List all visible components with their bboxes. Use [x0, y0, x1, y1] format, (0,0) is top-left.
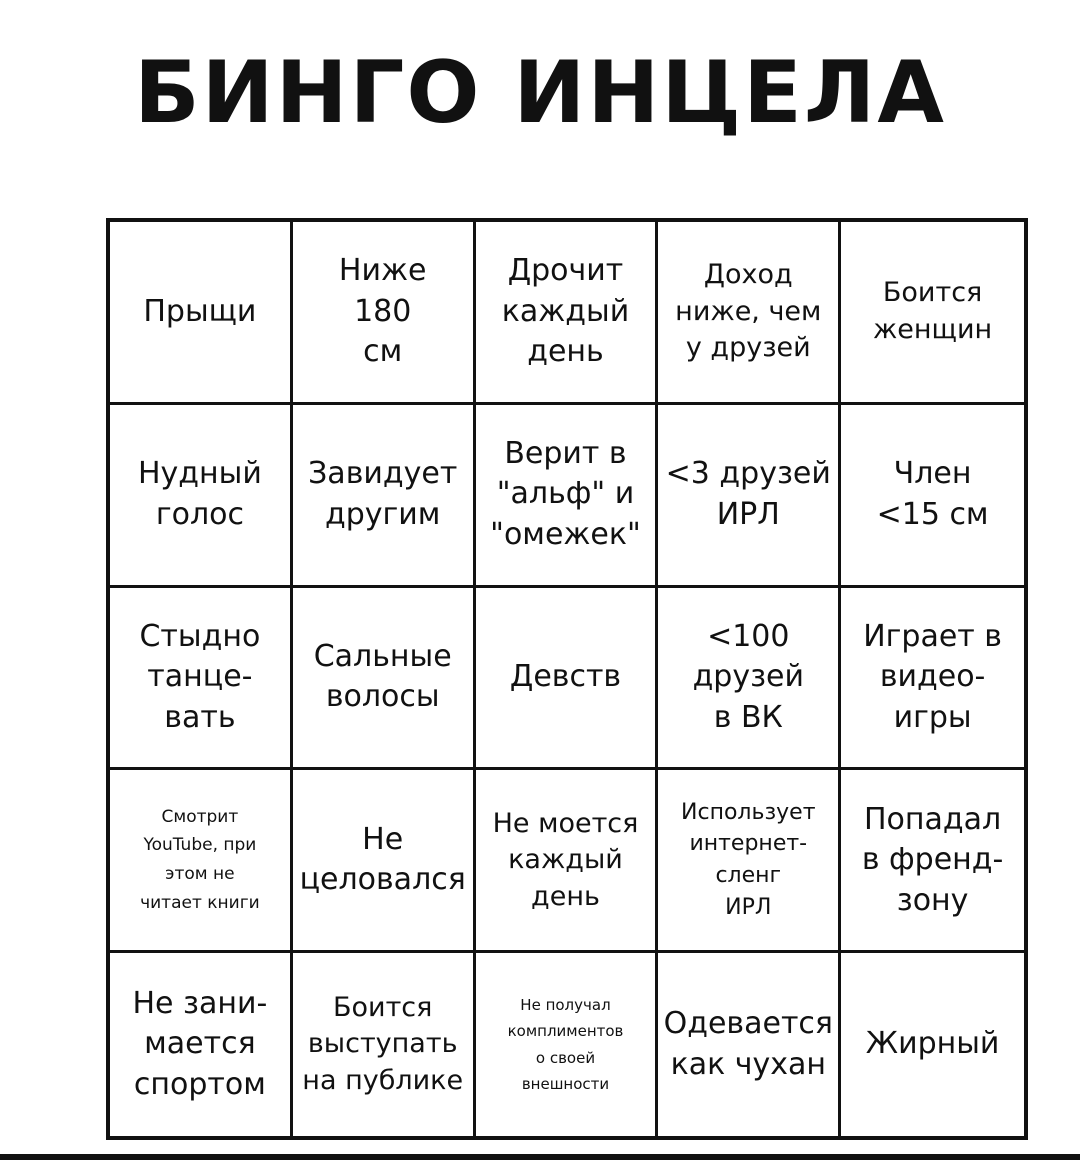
bingo-cell[interactable]: [110, 953, 293, 1136]
bingo-cell[interactable]: [841, 953, 1024, 1136]
bingo-cell[interactable]: [110, 588, 293, 771]
bingo-cell[interactable]: [293, 770, 476, 953]
bingo-cell[interactable]: [476, 953, 659, 1136]
bingo-cell-label: Завидует другим: [308, 456, 458, 532]
bingo-cell-label: Не получал комплиментов о своей внешности: [507, 996, 624, 1093]
bingo-cell[interactable]: [293, 953, 476, 1136]
bingo-cell[interactable]: [658, 953, 841, 1136]
bingo-cell-label: Член <15 см: [876, 456, 989, 532]
bingo-cell-label: Доход ниже, чем у друзей: [675, 259, 822, 364]
bingo-cell[interactable]: [476, 405, 659, 588]
bingo-cell[interactable]: [841, 588, 1024, 771]
bingo-cell-label: Дрочит каждый день: [501, 253, 630, 370]
bingo-cell-label: <100 друзей в ВК: [692, 618, 805, 735]
bingo-cell-label: Смотрит YouTube, при этом не читает книги: [140, 806, 260, 914]
bingo-cell-label: Сальные волосы: [313, 638, 452, 715]
bingo-cell[interactable]: [476, 770, 659, 953]
bingo-cell[interactable]: [293, 222, 476, 405]
bingo-cell-label: Не зани- мается спортом: [132, 985, 268, 1102]
bingo-cell[interactable]: [293, 588, 476, 771]
page-title: БИНГО ИНЦЕЛА: [134, 43, 946, 143]
bingo-cell[interactable]: [658, 770, 841, 953]
bingo-cell-label: Нудный голос: [137, 456, 262, 532]
bingo-cell-label: Жирный: [865, 1026, 1000, 1062]
bingo-cell[interactable]: [293, 405, 476, 588]
bingo-cell[interactable]: [658, 588, 841, 771]
bingo-cell-label: Прыщи: [143, 293, 257, 329]
bingo-cell-label: Не целовался: [299, 821, 466, 898]
bingo-cell-label: Стыдно танце- вать: [139, 618, 261, 735]
bingo-cell-label: Боится женщин: [872, 277, 993, 345]
bingo-cell[interactable]: [841, 222, 1024, 405]
bingo-cell-label: Боится выступать на публике: [302, 991, 464, 1096]
bingo-grid: [106, 218, 1028, 1140]
bingo-cell[interactable]: [110, 222, 293, 405]
bingo-cell[interactable]: [841, 770, 1024, 953]
bingo-cell-label: Играет в видео- игры: [863, 618, 1002, 735]
bingo-cell[interactable]: [841, 405, 1024, 588]
bingo-cell-label: Попадал в френд- зону: [861, 801, 1004, 918]
bingo-cell[interactable]: [476, 588, 659, 771]
bingo-cell-label: <3 друзей ИРЛ: [665, 456, 831, 532]
bingo-cell[interactable]: [110, 405, 293, 588]
bingo-cell-label: Верит в "альф" и "омежек": [490, 435, 641, 552]
bingo-cell-label: Ниже 180 см: [338, 253, 427, 370]
bingo-cell-label: Девств: [509, 659, 622, 695]
bingo-cell[interactable]: [110, 770, 293, 953]
bingo-cell[interactable]: [658, 405, 841, 588]
bingo-cell-label: Одевается как чухан: [663, 1006, 833, 1082]
bottom-divider: [0, 1154, 1080, 1160]
bingo-cell[interactable]: [476, 222, 659, 405]
bingo-cell-label: Не моется каждый день: [492, 807, 639, 912]
bingo-cell[interactable]: [658, 222, 841, 405]
bingo-cell-label: Использует интернет- сленг ИРЛ: [681, 799, 816, 921]
